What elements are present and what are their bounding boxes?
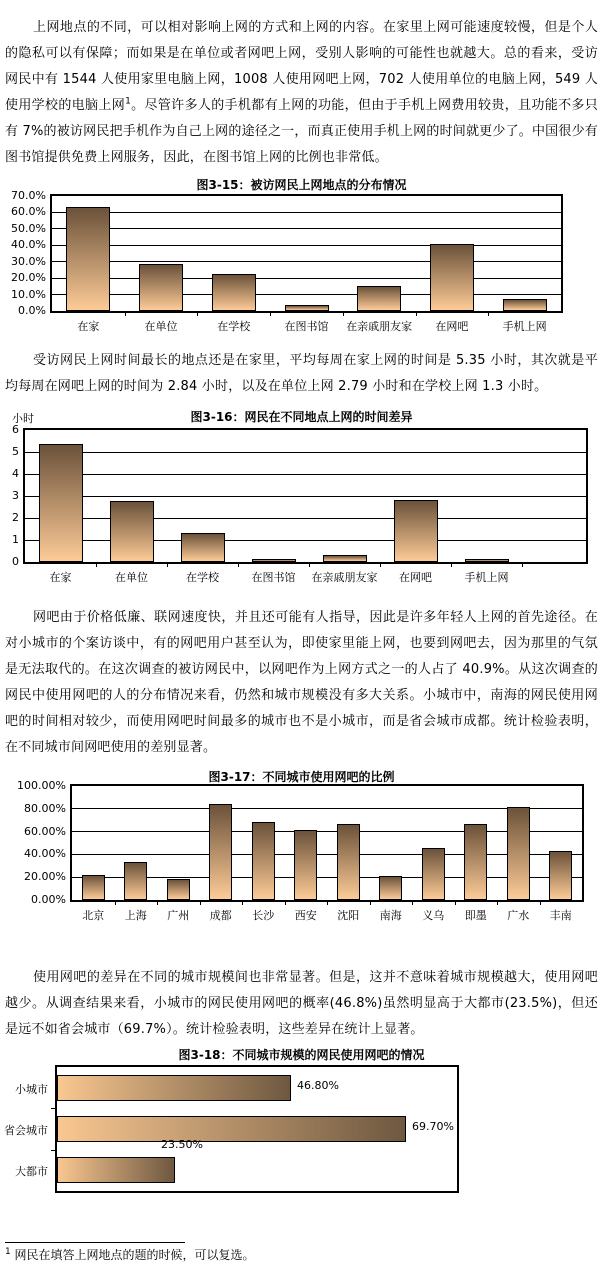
- x-axis-category-label: 上海: [124, 909, 147, 922]
- y-axis-tick-label: 5: [12, 445, 19, 458]
- x-axis-category-label: 在亲戚朋友家: [311, 571, 378, 584]
- x-axis-tick: [412, 902, 413, 905]
- gridline: [52, 212, 561, 213]
- x-axis-category-label: 北京: [82, 909, 105, 922]
- y-axis-tick-label: 40.00%: [24, 847, 66, 861]
- chart-title: 图3-18：不同城市规模的网民使用网吧的情况: [178, 1048, 425, 1062]
- y-axis-tick-label: 100.00%: [17, 779, 66, 792]
- y-axis-tick-label: 4: [12, 467, 19, 480]
- y-axis-tick-label: 20.0%: [11, 271, 46, 285]
- bar-fig3-17-11: [549, 851, 572, 900]
- x-axis-tick: [455, 902, 456, 905]
- x-axis-tick: [327, 902, 328, 905]
- x-axis-tick: [497, 902, 498, 905]
- x-axis-category-label: 在图书馆: [284, 320, 329, 333]
- bar-fig3-15-1: [139, 264, 183, 311]
- y-axis-tick-label: 1: [12, 533, 19, 546]
- y-axis-tick: [51, 1108, 55, 1109]
- y-axis-tick-label: 0: [12, 555, 19, 568]
- x-axis-tick: [96, 564, 97, 567]
- bar-fig3-17-4: [252, 822, 275, 900]
- chart-title: 图3-15：被访网民上网地点的分布情况: [196, 178, 407, 192]
- paragraph-time-per-location: [5, 348, 598, 400]
- x-axis-tick: [540, 902, 541, 905]
- x-axis-category-label: 广水: [507, 909, 530, 922]
- y-axis-tick-label: 70.0%: [11, 189, 46, 202]
- x-axis-category-label: 义乌: [422, 909, 445, 922]
- x-axis-category-label: 西安: [294, 909, 317, 922]
- footnote-divider: [5, 1242, 185, 1243]
- x-axis-tick: [200, 902, 201, 905]
- x-axis-tick: [238, 564, 239, 567]
- chart-plot-area: [70, 784, 584, 902]
- bar-fig3-17-3: [209, 804, 232, 900]
- x-axis-tick: [309, 564, 310, 567]
- x-axis-tick: [285, 902, 286, 905]
- gridline: [72, 877, 582, 878]
- x-axis-tick: [125, 313, 126, 316]
- x-axis-category-label: 在单位: [115, 571, 148, 584]
- bar-fig3-17-8: [422, 848, 445, 900]
- x-axis-tick: [380, 564, 381, 567]
- x-axis-category-label: 在单位: [144, 320, 178, 333]
- figure-3-15-location-distribution-chart: [0, 176, 603, 334]
- bar-fig3-16-3: [252, 559, 296, 562]
- y-axis-tick-label: 60.0%: [11, 205, 46, 219]
- y-axis-tick-label: 50.0%: [11, 221, 46, 235]
- x-axis-category-label: 在学校: [186, 571, 219, 584]
- x-axis-category-label: 在家: [77, 320, 100, 333]
- bar-fig3-15-0: [66, 207, 110, 311]
- bar-fig3-17-9: [464, 824, 487, 900]
- bar-fig3-17-2: [167, 879, 190, 900]
- footnote-number: 1: [5, 1247, 11, 1257]
- bar-fig3-17-10: [507, 807, 530, 900]
- x-axis-tick: [416, 313, 417, 316]
- bar-fig3-15-4: [357, 286, 401, 311]
- bar-fig3-17-6: [337, 824, 360, 900]
- y-axis-category-label: 小城市: [15, 1082, 48, 1096]
- gridline: [25, 474, 586, 475]
- x-axis-tick: [343, 313, 344, 316]
- bar-fig3-15-3: [285, 305, 329, 311]
- bar-fig3-16-1: [110, 501, 154, 562]
- x-axis-category-label: 在家: [49, 571, 72, 584]
- chart-plot-area: [50, 194, 563, 313]
- gridline: [72, 808, 582, 809]
- x-axis-tick: [488, 313, 489, 316]
- x-axis-tick: [197, 313, 198, 316]
- x-axis-tick: [522, 564, 523, 567]
- bar-fig3-16-0: [39, 444, 83, 562]
- bar-value-label: 46.80%: [297, 1079, 339, 1092]
- x-axis-category-label: 在学校: [217, 320, 251, 333]
- x-axis-tick: [451, 564, 452, 567]
- gridline: [52, 228, 561, 229]
- x-axis-category-label: 在图书馆: [251, 571, 296, 584]
- x-axis-category-label: 长沙: [252, 909, 275, 922]
- figure-3-17-city-cafe-usage-chart: [0, 768, 603, 920]
- paragraph-text: 。尽管许多人的手机都有上网的功能，但由于手机上网费用较贵，且功能不多只有 7%的被访网民把手机作为自己上网的途径之一，而真正使用手机上网的时间就更少了。中国很少有图书馆提供免费上网服务，因此，在图书馆上网的比例也非常低。: [5, 98, 598, 165]
- paragraph-text: 使用网吧的差异在不同的城市规模间也非常显著。但是，这并不意味着城市规模越大，使用网吧越少。从调查结果来看，小城市的网民使用网吧的概率(46.8%)虽然明显高于大都市(23.5%)，但还是远不如省会城市（69.7%）。统计检验表明，这些差异在统计上显著。: [5, 970, 598, 1037]
- figure-3-18-city-scale-cafe-chart: [0, 1044, 603, 1204]
- gridline: [52, 278, 561, 279]
- y-axis-unit-label: 小时: [12, 412, 34, 425]
- x-axis-tick: [370, 902, 371, 905]
- gridline: [52, 261, 561, 262]
- x-axis-tick: [242, 902, 243, 905]
- y-axis-category-label: 大都市: [15, 1165, 48, 1179]
- footnote-text: 网民在填答上网地点的题的时候，可以复选。: [10, 1248, 255, 1262]
- x-axis-category-label: 在网吧: [435, 320, 469, 333]
- bar-value-label: 69.70%: [412, 1120, 454, 1133]
- y-axis-tick-label: 40.0%: [11, 238, 46, 252]
- y-axis-tick-label: 80.00%: [24, 801, 66, 815]
- y-axis-tick-label: 60.00%: [24, 824, 66, 838]
- x-axis-category-label: 手机上网: [502, 320, 547, 333]
- bar-value-label: 23.50%: [161, 1138, 203, 1151]
- bar-fig3-18-0: [57, 1075, 291, 1101]
- paragraph-internet-cafe: [5, 605, 598, 761]
- x-axis-tick: [270, 313, 271, 316]
- gridline: [52, 245, 561, 246]
- bar-fig3-16-2: [181, 533, 225, 562]
- y-axis-category-label: 省会城市: [4, 1124, 48, 1137]
- gridline: [72, 854, 582, 855]
- paragraph-text: 网吧由于价格低廉、联网速度快，并且还可能有人指导，因此是许多年轻人上网的首先途径。在对小城市的个案访谈中，有的网吧用户甚至认为，即使家里能上网，也要到网吧去，因为那里的气氛是无法取代的。在这次调查的被访网民中，以网吧作为上网方式之一的人占了 40.9%。从这次调查的网民中使用网吧的人的分布情况来看，仍然和城市规模没有多大关系。小城市中，南海的网民使用网吧的时间相对较少，而使用网吧时间最多的城市也不是小城市，而是省会城市成都。统计检验表明，在不同城市间网吧使用的差别显著。: [5, 610, 598, 755]
- y-axis-tick-label: 20.00%: [24, 870, 66, 884]
- x-axis-tick: [157, 902, 158, 905]
- paragraph-city-size-difference: [5, 965, 598, 1043]
- bar-fig3-16-4: [323, 555, 367, 562]
- bar-fig3-16-6: [465, 559, 509, 562]
- x-axis-category-label: 在网吧: [399, 571, 432, 584]
- x-axis-category-label: 在亲戚朋友家: [346, 320, 413, 333]
- y-axis-tick: [51, 1150, 55, 1151]
- footnote-ref-1: 1: [125, 96, 132, 107]
- bar-fig3-17-1: [124, 862, 147, 900]
- footnote: [5, 1246, 565, 1264]
- paragraph-internet-locations: [5, 15, 598, 171]
- gridline: [52, 294, 561, 295]
- bar-fig3-18-2: [57, 1157, 175, 1183]
- gridline: [25, 452, 586, 453]
- bar-fig3-17-0: [82, 875, 105, 900]
- x-axis-category-label: 南海: [379, 909, 402, 922]
- bar-fig3-17-7: [379, 876, 402, 900]
- bar-fig3-17-5: [294, 830, 317, 900]
- gridline: [25, 496, 586, 497]
- x-axis-category-label: 丰南: [549, 909, 572, 922]
- bar-fig3-15-6: [503, 299, 547, 311]
- y-axis-tick-label: 6: [12, 423, 19, 436]
- x-axis-category-label: 沈阳: [337, 909, 360, 922]
- paragraph-text: 上网地点的不同，可以相对影响上网的方式和上网的内容。在家里上网可能速度较慢，但是个人的隐私可以有保障；而如果是在单位或者网吧上网，受别人影响的可能性也就越大。总的看来，受访网民中有 1544 人使用家里电脑上网，1008 人使用网吧上网，702 人使用单位的电脑上网，549 人使用学校的电脑上网: [5, 20, 598, 113]
- y-axis-tick-label: 2: [12, 511, 19, 524]
- chart-title: 图3-17：不同城市使用网吧的比例: [208, 770, 395, 784]
- chart-plot-area: [55, 1065, 459, 1193]
- paragraph-text: 受访网民上网时间最长的地点还是在家里，平均每周在家上网的时间是 5.35 小时，其次就是平均每周在网吧上网的时间为 2.84 小时，以及在单位上网 2.79 小时和在学校上网 1.3 小时。: [5, 353, 598, 394]
- x-axis-category-label: 手机上网: [464, 571, 509, 584]
- x-axis-tick: [115, 902, 116, 905]
- x-axis-category-label: 成都: [209, 909, 232, 922]
- y-axis-tick-label: 30.0%: [11, 254, 46, 268]
- x-axis-category-label: 即墨: [464, 909, 487, 922]
- y-axis-tick-label: 0.0%: [18, 304, 46, 317]
- bar-fig3-16-5: [394, 500, 438, 562]
- x-axis-category-label: 广州: [167, 909, 190, 922]
- figure-3-16-time-difference-chart: [0, 408, 603, 586]
- bar-fig3-15-2: [212, 274, 256, 311]
- y-axis-tick-label: 0.00%: [31, 893, 66, 906]
- x-axis-tick: [167, 564, 168, 567]
- y-axis-tick-label: 10.0%: [11, 287, 46, 301]
- bar-fig3-15-5: [430, 244, 474, 311]
- gridline: [72, 831, 582, 832]
- bar-fig3-18-1: [57, 1116, 406, 1142]
- y-axis-tick-label: 3: [12, 489, 19, 502]
- chart-title: 图3-16：网民在不同地点上网的时间差异: [190, 410, 413, 424]
- chart-plot-area: [23, 428, 588, 564]
